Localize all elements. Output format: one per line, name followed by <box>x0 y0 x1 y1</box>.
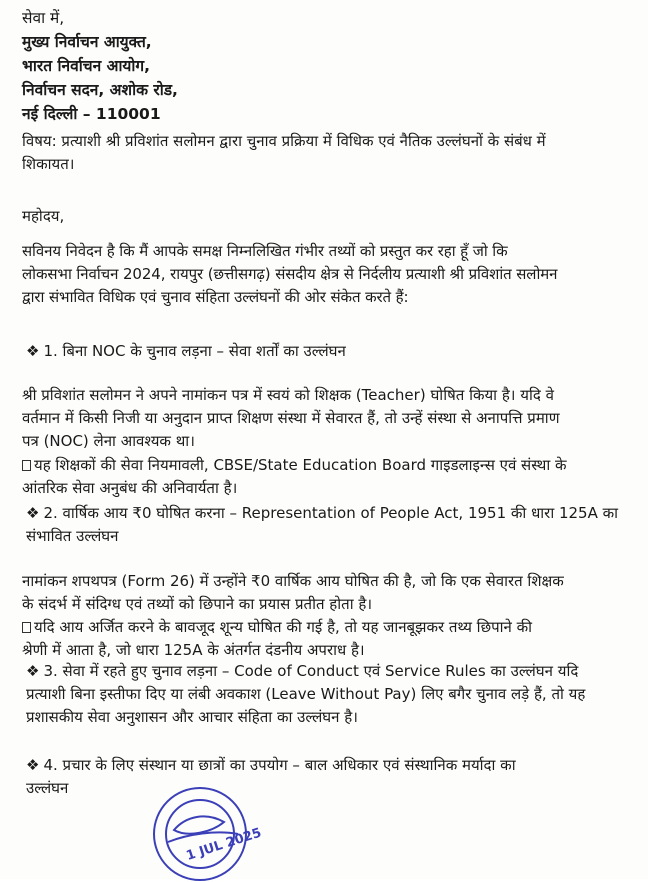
intro-line-2: लोकसभा निर्वाचन 2024, रायपुर (छत्तीसगढ़) संसदीय क्षेत्र से निर्दलीय प्रत्याशी श्री प्रविशांत सलोमन <box>22 265 558 283</box>
point-2-heading-line-1: 2. वार्षिक आय ₹0 घोषित करना – Representation of People Act, 1951 की धारा 125A का <box>43 504 619 522</box>
point-2-note <box>22 616 630 662</box>
intro-line-3: द्वारा संभावित विधिक एवं चुनाव संहिता उल्लंघनों की ओर संकेत करते हैं: <box>22 288 409 306</box>
diamond-bullet-icon: ❖ <box>26 504 40 522</box>
address-line-4: नई दिल्ली – 110001 <box>22 105 161 123</box>
subject-line-1: विषय: प्रत्याशी श्री प्रविशांत सलोमन द्वारा चुनाव प्रक्रिया में विधिक एवं नैतिक उल्लंघनों के संबंध में <box>22 132 546 150</box>
received-stamp-icon <box>128 772 278 882</box>
address-line-3: निर्वाचन सदन, अशोक रोड, <box>22 81 178 99</box>
point-4-line-1: 4. प्रचार के लिए संस्थान या छात्रों का उपयोग – बाल अधिकार एवं संस्थानिक मर्यादा का <box>43 756 516 774</box>
address-line-1: मुख्य निर्वाचन आयुक्त, <box>22 33 152 51</box>
address-line-2: भारत निर्वाचन आयोग, <box>22 57 151 75</box>
diamond-bullet-icon: ❖ <box>26 342 40 360</box>
point-3 <box>26 660 634 729</box>
point-1-note-line-2: आंतरिक सेवा अनुबंध की अनिवार्यता है। <box>22 479 238 497</box>
point-1-note-line-1: यह शिक्षकों की सेवा नियमावली, CBSE/State Education Board गाइडलाइन्स एवं संस्था के <box>34 456 567 474</box>
point-3-line-2: प्रत्याशी बिना इस्तीफा दिए या लंबी अवकाश (Leave Without Pay) लिए बगैर चुनाव लड़े हैं, तो यह <box>26 685 586 703</box>
diamond-bullet-icon: ❖ <box>26 662 40 680</box>
point-2-body-line-1: नामांकन शपथपत्र (Form 26) में उन्होंने ₹0 वार्षिक आय घोषित की है, जो कि एक सेवारत शिक्षक <box>22 572 564 590</box>
point-3-line-3: प्रशासकीय सेवा अनुशासन और आचार संहिता का उल्लंघन है। <box>26 708 358 726</box>
point-1-note <box>22 454 630 500</box>
subject-line-2: शिकायत। <box>22 155 75 173</box>
point-2-heading <box>26 502 634 548</box>
subject <box>22 130 630 176</box>
stamp-date: 1 JUL 2025 <box>184 825 264 864</box>
point-2-body-line-2: के संदर्भ में संदिग्ध एवं तथ्यों को छिपाने का प्रयास प्रतीत होता है। <box>22 595 373 613</box>
checkbox-glyph-icon <box>22 622 31 633</box>
stamp-signature-mark <box>174 816 224 833</box>
point-1-heading-text: 1. बिना NOC के चुनाव लड़ना – सेवा शर्तों का उल्लंघन <box>43 342 346 360</box>
intro-line-1: सविनय निवेदन है कि मैं आपके समक्ष निम्नलिखित गंभीर तथ्यों को प्रस्तुत कर रहा हूँ जो कि <box>22 242 508 260</box>
point-4 <box>26 754 634 800</box>
point-1-body <box>22 384 630 453</box>
point-1-body-line-3: पत्र (NOC) लेना आवश्यक था। <box>22 432 195 450</box>
address-to: सेवा में, <box>22 9 65 27</box>
point-2-note-line-1: यदि आय अर्जित करने के बावजूद शून्य घोषित की गई है, तो यह जानबूझकर तथ्य छिपाने की <box>34 618 532 636</box>
diamond-bullet-icon: ❖ <box>26 756 40 774</box>
point-1-body-line-1: श्री प्रविशांत सलोमन ने अपने नामांकन पत्र में स्वयं को शिक्षक (Teacher) घोषित किया है। यदि वे <box>22 386 554 404</box>
point-4-line-2: उल्लंघन <box>26 779 69 797</box>
point-2-body <box>22 570 630 616</box>
point-2-heading-line-2: संभावित उल्लंघन <box>26 527 119 545</box>
salutation: महोदय, <box>22 207 65 225</box>
checkbox-glyph-icon <box>22 460 31 471</box>
point-1-heading <box>26 340 634 363</box>
point-2-note-line-2: श्रेणी में आता है, जो धारा 125A के अंतर्गत दंडनीय अपराध है। <box>22 641 365 659</box>
point-1-body-line-2: वर्तमान में किसी निजी या अनुदान प्राप्त शिक्षण संस्था में सेवारत हैं, तो उन्हें संस्था से अनापत्ति प्रमाण <box>22 409 560 427</box>
intro-paragraph <box>22 240 630 309</box>
recipient-address <box>22 6 178 126</box>
point-3-line-1: 3. सेवा में रहते हुए चुनाव लड़ना – Code of Conduct एवं Service Rules का उल्लंघन यदि <box>43 662 579 680</box>
